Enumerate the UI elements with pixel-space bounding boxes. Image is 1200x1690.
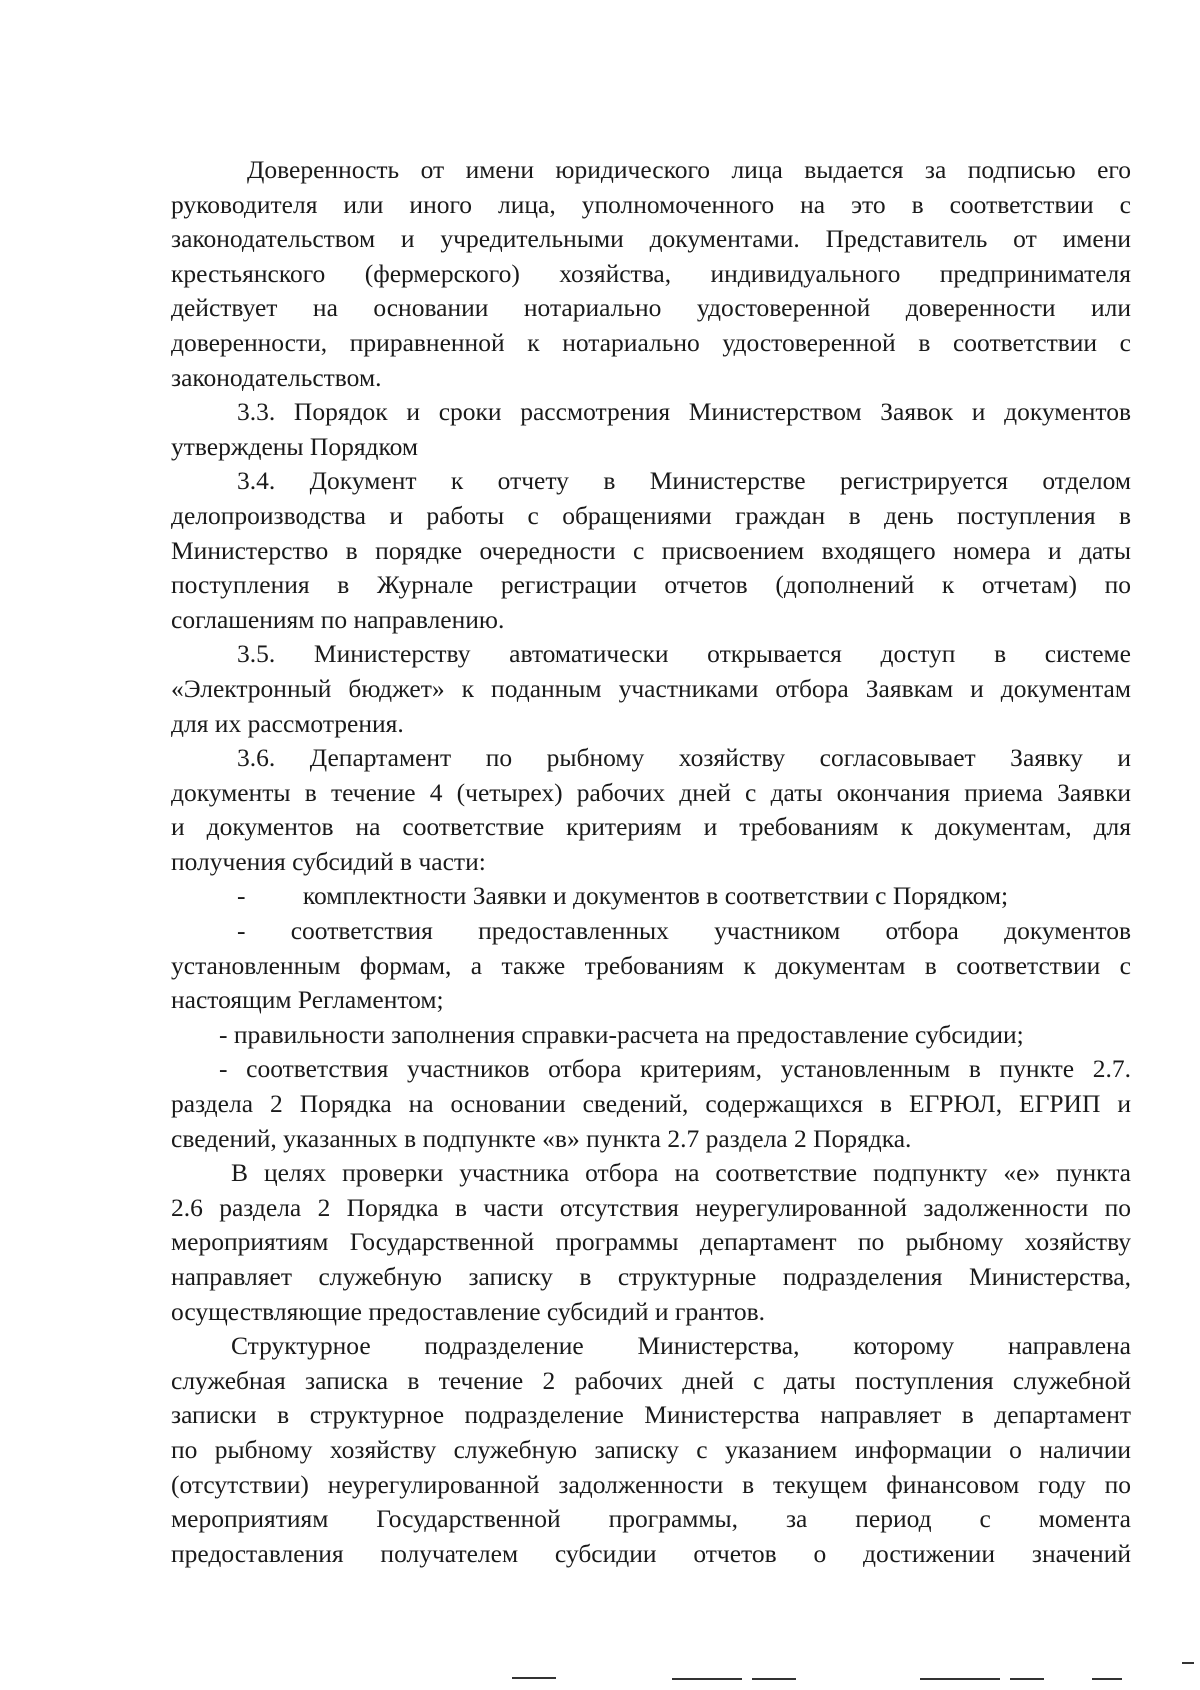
text-line: - соответствия участников отбора критериям, установленным в пункте 2.7. (219, 1054, 1131, 1084)
text-line: Структурное подразделение Министерства, которому направлена (231, 1331, 1131, 1361)
text-line: 3.6. Департамент по рыбному хозяйству согласовывает Заявку и (237, 743, 1131, 773)
text-line: предоставления получателем субсидии отчетов о достижении значений (171, 1538, 1131, 1568)
scan-artifact (1092, 1678, 1122, 1680)
text-line: утверждены Порядком (171, 431, 419, 461)
text-line: 3.4. Документ к отчету в Министерстве регистрируется отделом (237, 466, 1131, 496)
text-line: служебная записка в течение 2 рабочих дней с даты поступления служебной (171, 1365, 1131, 1395)
text-line: руководителя или иного лица, уполномоченного на это в соответствии с (171, 189, 1131, 219)
document-body (171, 153, 1131, 1571)
text-line: направляет служебную записку в структурные подразделения Министерства, (171, 1262, 1131, 1291)
text-line: мероприятиям Государственной программы департамент по рыбному хозяйству (171, 1227, 1131, 1257)
text-line: документы в течение 4 (четырех) рабочих дней с даты окончания приема Заявки (171, 777, 1131, 807)
text-line: мероприятиям Государственной программы, за период с момента (171, 1504, 1131, 1534)
text-line: раздела 2 Порядка на основании сведений, содержащихся в ЕГРЮЛ, ЕГРИП и (171, 1089, 1131, 1119)
text-line: - правильности заполнения справки-расчета на предоставление субсидии; (219, 1019, 1024, 1049)
text-line: «Электронный бюджет» к поданным участниками отбора Заявкам и документам (171, 673, 1131, 703)
text-line: Министерство в порядке очередности с присвоением входящего номера и даты (171, 535, 1131, 565)
scan-artifact (672, 1678, 742, 1680)
text-line: записки в структурное подразделение Министерства направляет в департамент (171, 1400, 1131, 1430)
text-line: осуществляющие предоставление субсидий и грантов. (171, 1296, 766, 1326)
text-line: получения субсидий в части: (171, 846, 486, 876)
text-line: (отсутствии) неурегулированной задолженности в текущем финансовом году по (171, 1469, 1131, 1499)
text-line: поступления в Журнале регистрации отчетов (дополнений к отчетам) по (171, 570, 1131, 600)
text-line: настоящим Регламентом; (171, 985, 444, 1015)
text-line: - комплектности Заявки и документов в соответствии с Порядком; (237, 881, 1009, 911)
scan-artifact (512, 1677, 556, 1679)
text-line: по рыбному хозяйству служебную записку с указанием информации о наличии (171, 1434, 1131, 1464)
scan-artifact (920, 1678, 1000, 1680)
scan-artifact (752, 1678, 796, 1680)
scan-artifact (1182, 1662, 1194, 1664)
text-line: крестьянского (фермерского) хозяйства, индивидуального предпринимателя (171, 258, 1131, 288)
text-line: 3.3. Порядок и сроки рассмотрения Министерством Заявок и документов (237, 397, 1131, 427)
text-line: В целях проверки участника отбора на соответствие подпункту «е» пункта (231, 1158, 1131, 1188)
text-line: действует на основании нотариально удостоверенной доверенности или (171, 293, 1131, 323)
text-line: законодательством и учредительными документами. Представитель от имени (171, 224, 1131, 254)
text-line: делопроизводства и работы с обращениями граждан в день поступления в (171, 500, 1131, 530)
text-line: 3.5. Министерству автоматически открывается доступ в системе (237, 639, 1131, 669)
text-line: сведений, указанных в подпункте «в» пункта 2.7 раздела 2 Порядка. (171, 1123, 912, 1153)
text-line: и документов на соответствие критериям и требованиям к документам, для (171, 812, 1131, 842)
text-line: для их рассмотрения. (171, 708, 404, 738)
text-line: законодательством. (171, 362, 382, 392)
text-line: соглашениям по направлению. (171, 604, 505, 634)
text-line: доверенности, приравненной к нотариально удостоверенной в соответствии с (171, 327, 1131, 357)
text-line: 2.6 раздела 2 Порядка в части отсутствия неурегулированной задолженности по (171, 1192, 1131, 1222)
text-line: Доверенность от имени юридического лица выдается за подписью его (247, 155, 1131, 184)
scan-artifact (1010, 1678, 1044, 1680)
text-line: установленным формам, а также требованиям к документам в соответствии с (171, 950, 1131, 980)
text-line: - соответствия предоставленных участником отбора документов (237, 916, 1131, 946)
